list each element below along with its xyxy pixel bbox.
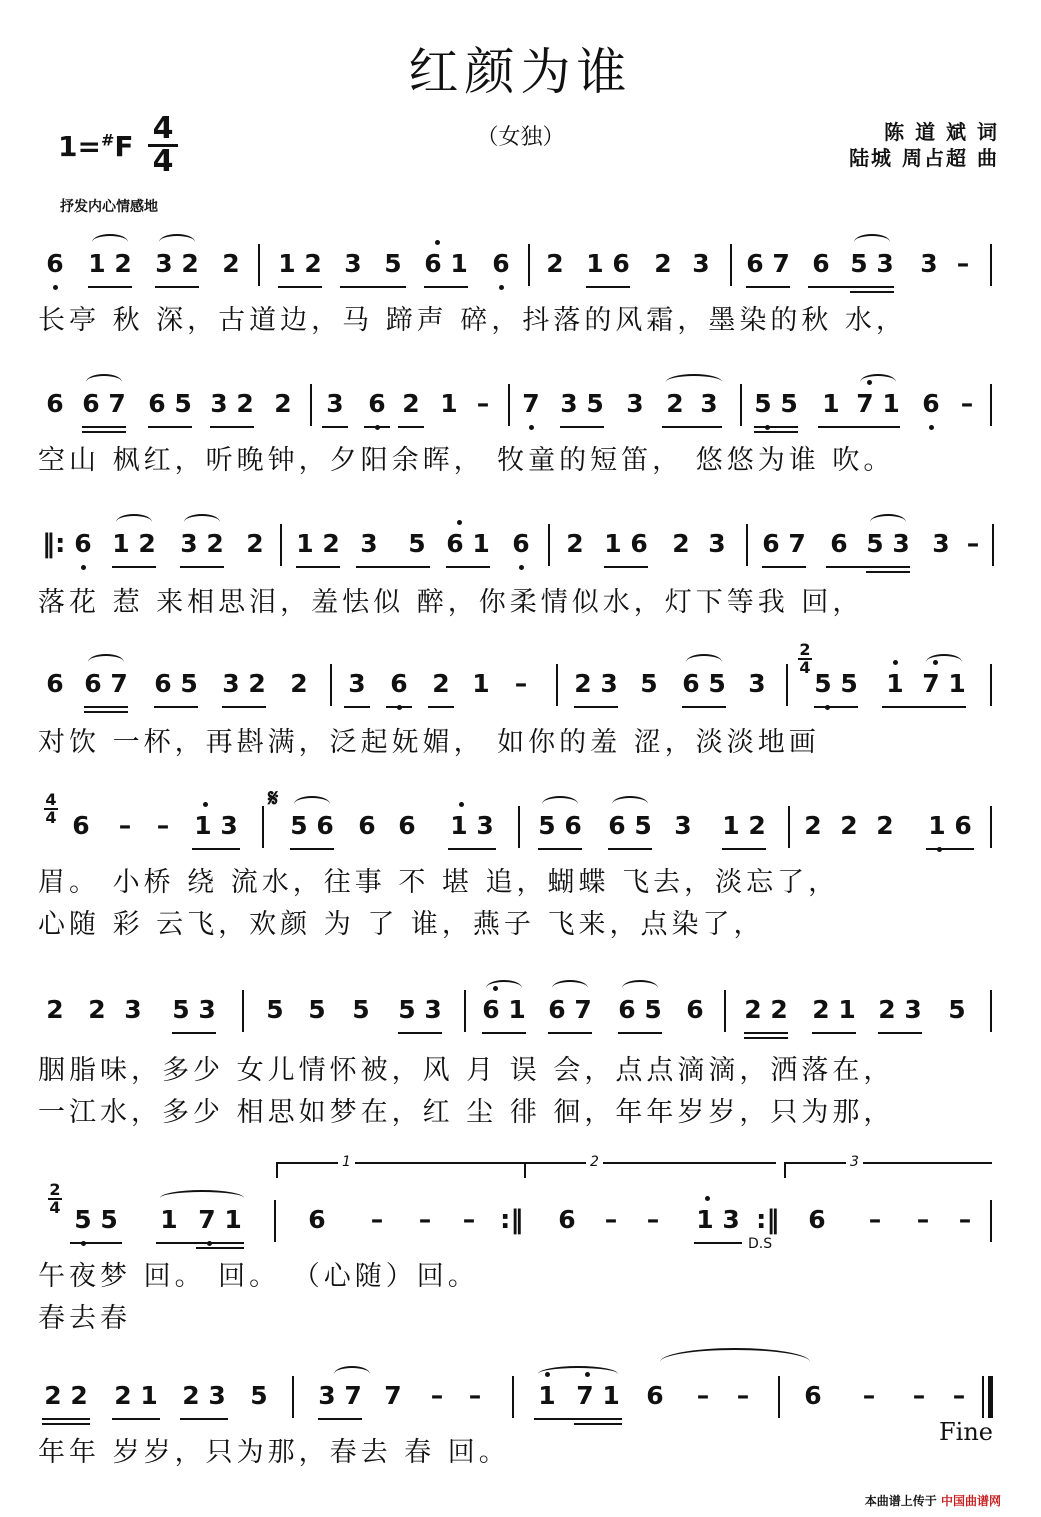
note: 2 (432, 669, 450, 698)
note: 1 (882, 664, 908, 704)
note: 1 2 (112, 529, 156, 558)
note: 2 (222, 249, 240, 278)
time-change-4-4: 4 4 (45, 790, 57, 827)
song-title: 红颜为谁 (408, 43, 633, 101)
barline (788, 806, 790, 848)
note: 6 (70, 524, 96, 564)
note: 6 (812, 249, 830, 278)
note: 1 (440, 389, 458, 418)
barline (242, 990, 244, 1032)
lyric-line: 一江水，多少 相思如梦在，红 尘 徘 徊，年年岁岁，只为那， (38, 1097, 895, 1128)
note: 1 2 (278, 249, 322, 278)
note: 1 (160, 1205, 178, 1234)
note: – (952, 1381, 966, 1410)
note: 2 (876, 811, 894, 840)
note: – (370, 1205, 384, 1234)
note: 3 2 (210, 389, 254, 418)
volta-bracket-2: 2 (524, 1162, 776, 1178)
note: 6 (398, 811, 416, 840)
barline (512, 1376, 514, 1418)
note: – (430, 1381, 444, 1410)
note: 3 (344, 249, 362, 278)
site-logo[interactable]: 中国曲谱网 (940, 1494, 1001, 1508)
final-barline (988, 1376, 993, 1418)
note: 6 1 (424, 244, 468, 284)
note: 2 (840, 811, 858, 840)
note: 5 5 (70, 1200, 122, 1240)
volta-bracket-1: 1 (276, 1162, 524, 1178)
note: 7 (384, 1381, 402, 1410)
note: 5 3 (398, 995, 442, 1024)
expression-marking: 抒发内心情感地 (60, 199, 158, 215)
note: 2 (804, 811, 822, 840)
song-subtitle: （女独） (476, 125, 565, 150)
upload-text: 本曲谱上传于 (864, 1494, 937, 1508)
barline (746, 524, 748, 566)
note: – (476, 389, 490, 418)
note: – (604, 1205, 618, 1234)
note: 3 (348, 669, 366, 698)
note: 7 1 (856, 384, 900, 424)
barline (992, 524, 994, 566)
note: – (646, 1205, 660, 1234)
note: 6 1 (482, 990, 526, 1030)
note: 5 3 (866, 529, 910, 558)
lyric-line: 春去春 (38, 1303, 131, 1334)
note: 3 (326, 389, 344, 418)
ds-marking: D.S (748, 1236, 773, 1252)
barline (548, 524, 550, 566)
barline (990, 384, 992, 426)
upload-footer (865, 1492, 1001, 1509)
note: 6 (508, 524, 534, 564)
note: 3 2 (180, 529, 224, 558)
note: 6 (488, 244, 514, 284)
note: – (956, 249, 970, 278)
key-signature (58, 130, 134, 163)
note: 2 (402, 389, 420, 418)
note: 2 (654, 249, 672, 278)
note: 2 3 (574, 669, 618, 698)
note: 6 5 (148, 389, 192, 418)
note: – (966, 529, 980, 558)
barline (464, 990, 466, 1032)
note: 7 1 (922, 664, 966, 704)
note: 2 (246, 529, 264, 558)
note: – (462, 1205, 476, 1234)
note: 3 (932, 529, 950, 558)
note: 1 (822, 389, 840, 418)
note: 5 (266, 995, 284, 1024)
note: 6 (646, 1381, 664, 1410)
barline (982, 1376, 984, 1418)
note: 1 (472, 669, 490, 698)
note: 5 (250, 1381, 268, 1410)
note: 5 6 (290, 811, 334, 840)
note: 6 1 (446, 524, 490, 564)
barline (730, 244, 732, 286)
note: – (736, 1381, 750, 1410)
time-signature (148, 111, 178, 179)
lyric-line: 长亭 秋 深，古道边，马 蹄声 碎，抖落的风霜，墨染的秋 水， (38, 305, 907, 336)
staff-system-1 (0, 244, 1041, 284)
barline (330, 664, 332, 706)
note: 6 (804, 1381, 822, 1410)
lyric-line: 眉。 小桥 绕 流水，往事 不 堪 追，蝴蝶 飞去，淡忘了， (38, 867, 840, 898)
note: 6 7 (82, 389, 126, 418)
barline (556, 664, 558, 706)
note: 6 (308, 1205, 326, 1234)
note: 5 5 (754, 384, 798, 424)
note: 6 7 (762, 529, 806, 558)
barline (310, 384, 312, 426)
note: 6 (686, 995, 704, 1024)
note: 5 (308, 995, 326, 1024)
note: 3 (360, 529, 378, 558)
time-sig-top: 4 (152, 111, 174, 146)
note: – (868, 1205, 882, 1234)
note: 5 3 (172, 995, 216, 1024)
note: – (418, 1205, 432, 1234)
note: 2 (666, 389, 684, 418)
note: 7 (518, 384, 544, 424)
barline (990, 244, 992, 286)
barline (274, 1200, 276, 1242)
note: 6 (830, 529, 848, 558)
note: – (916, 1205, 930, 1234)
note: – (862, 1381, 876, 1410)
lyric-line: 对饮 一杯，再斟满，泛起妩媚， 如你的羞 涩，淡淡地画 (38, 727, 820, 758)
note: 3 2 (222, 669, 266, 698)
note: 6 (72, 811, 90, 840)
note: – (118, 811, 132, 840)
sharp-sign: # (100, 130, 115, 150)
fine-marking: Fine (939, 1418, 993, 1446)
note: 6 (918, 384, 944, 424)
note: 3 (626, 389, 644, 418)
barline (508, 384, 510, 426)
note: 6 (386, 664, 412, 704)
note: 1 3 (192, 806, 240, 846)
barline (518, 806, 520, 848)
note: 2 (274, 389, 292, 418)
staff-system-7 (0, 1154, 1041, 1252)
note: 6 5 (682, 669, 726, 698)
note: 6 5 (154, 669, 198, 698)
repeat-start-sign: ‖: (42, 529, 66, 559)
note: 3 2 (155, 249, 199, 278)
time-change-2-4: 2 4 (799, 640, 811, 677)
note: 3 (692, 249, 710, 278)
staff-system-2 (0, 384, 1041, 424)
note: – (912, 1381, 926, 1410)
note: 5 (948, 995, 966, 1024)
time-change-2-4: 2 4 (49, 1180, 61, 1217)
note: 1 2 (722, 811, 766, 840)
note: 3 (700, 389, 718, 418)
note: 6 (364, 384, 390, 424)
note: – (156, 811, 170, 840)
note: – (468, 1381, 482, 1410)
note: 3 (674, 811, 692, 840)
note: – (960, 389, 974, 418)
note: 3 (124, 995, 142, 1024)
note: 6 (46, 669, 64, 698)
volta-bracket-3: 3 (784, 1162, 992, 1178)
note: 7 1 (574, 1376, 622, 1416)
barline (280, 524, 282, 566)
note: 1 6 (586, 249, 630, 278)
barline (258, 244, 260, 286)
lyricist-credit: 陈 道 斌 词 (884, 120, 999, 144)
lyric-line: 落花 惹 来相思泪，羞怯似 醉，你柔情似水，灯下等我 回， (38, 587, 864, 618)
note: 1 6 (926, 806, 974, 846)
note: 2 2 (744, 995, 788, 1024)
note: 5 (640, 669, 658, 698)
note: 2 3 (878, 995, 922, 1024)
note: 1 (534, 1376, 560, 1416)
staff-system-3 (0, 524, 1041, 564)
note: 2 (546, 249, 564, 278)
note: 1 2 (296, 529, 340, 558)
staff-system-5 (0, 784, 1041, 846)
barline (990, 664, 992, 706)
composer-credit: 陆城 周占超 曲 (849, 146, 999, 170)
note: 6 7 (84, 669, 128, 698)
barline (778, 1376, 780, 1418)
note: 6 (358, 811, 376, 840)
lyric-line: 午夜梦 回。 回。 （心随）回。 (38, 1261, 479, 1292)
note: 2 (566, 529, 584, 558)
note: 2 (46, 995, 64, 1024)
repeat-end-sign: :‖ (500, 1205, 524, 1235)
note: 3 (920, 249, 938, 278)
segno-sign: 𝄋 (268, 784, 279, 812)
barline (990, 1200, 992, 1242)
note: 5 (384, 249, 402, 278)
time-sig-bottom: 4 (152, 144, 174, 179)
staff-system-8 (0, 1376, 1041, 1416)
note: 6 (558, 1205, 576, 1234)
barline (724, 990, 726, 1032)
barline (292, 1376, 294, 1418)
note: 2 (672, 529, 690, 558)
note: 3 7 (318, 1381, 362, 1410)
staff-system-4 (0, 640, 1041, 704)
note: 1 6 (604, 529, 648, 558)
note: 5 (352, 995, 370, 1024)
note: 5 6 (538, 811, 582, 840)
note: 6 5 (608, 811, 652, 840)
note: 6 (808, 1205, 826, 1234)
note: 6 7 (548, 995, 592, 1024)
note: 7 1 (196, 1200, 244, 1240)
note: 2 2 (44, 1381, 88, 1410)
note: 1 3 (694, 1200, 742, 1240)
note: 6 (46, 389, 64, 418)
note: 3 5 (560, 389, 604, 418)
key-label: 1= (58, 130, 101, 163)
barline (990, 806, 992, 848)
note: 3 (748, 669, 766, 698)
lyric-line: 空山 枫红，听晚钟，夕阳余晖， 牧童的短笛， 悠悠为谁 吹。 (38, 445, 895, 476)
note: 6 5 (618, 995, 662, 1024)
barline (740, 384, 742, 426)
note: 5 3 (850, 249, 894, 278)
note: 2 3 (182, 1381, 226, 1410)
barline (990, 990, 992, 1032)
barline (262, 806, 264, 848)
key-note: F (114, 130, 134, 163)
note: 2 (290, 669, 308, 698)
note: 2 1 (812, 995, 856, 1024)
note: 6 7 (746, 249, 790, 278)
note: – (696, 1381, 710, 1410)
barline (786, 664, 788, 706)
lyric-line: 年年 岁岁，只为那，春去 春 回。 (38, 1437, 510, 1468)
lyric-line: 胭脂味，多少 女儿情怀被，风 月 误 会，点点滴滴，洒落在， (38, 1055, 895, 1086)
note: 1 2 (88, 249, 132, 278)
note: 6 (42, 244, 68, 284)
note: 5 5 (814, 664, 858, 704)
note: 1 3 (448, 806, 496, 846)
note: 5 (408, 529, 426, 558)
note: – (958, 1205, 972, 1234)
lyric-line: 心随 彩 云飞，欢颜 为 了 谁，燕子 飞来，点染了， (38, 909, 765, 940)
note: – (514, 669, 528, 698)
note: 2 (88, 995, 106, 1024)
repeat-end-sign: :‖ (756, 1205, 780, 1235)
barline (528, 244, 530, 286)
staff-system-6 (0, 990, 1041, 1030)
note: 3 (708, 529, 726, 558)
note: 2 1 (114, 1381, 158, 1410)
